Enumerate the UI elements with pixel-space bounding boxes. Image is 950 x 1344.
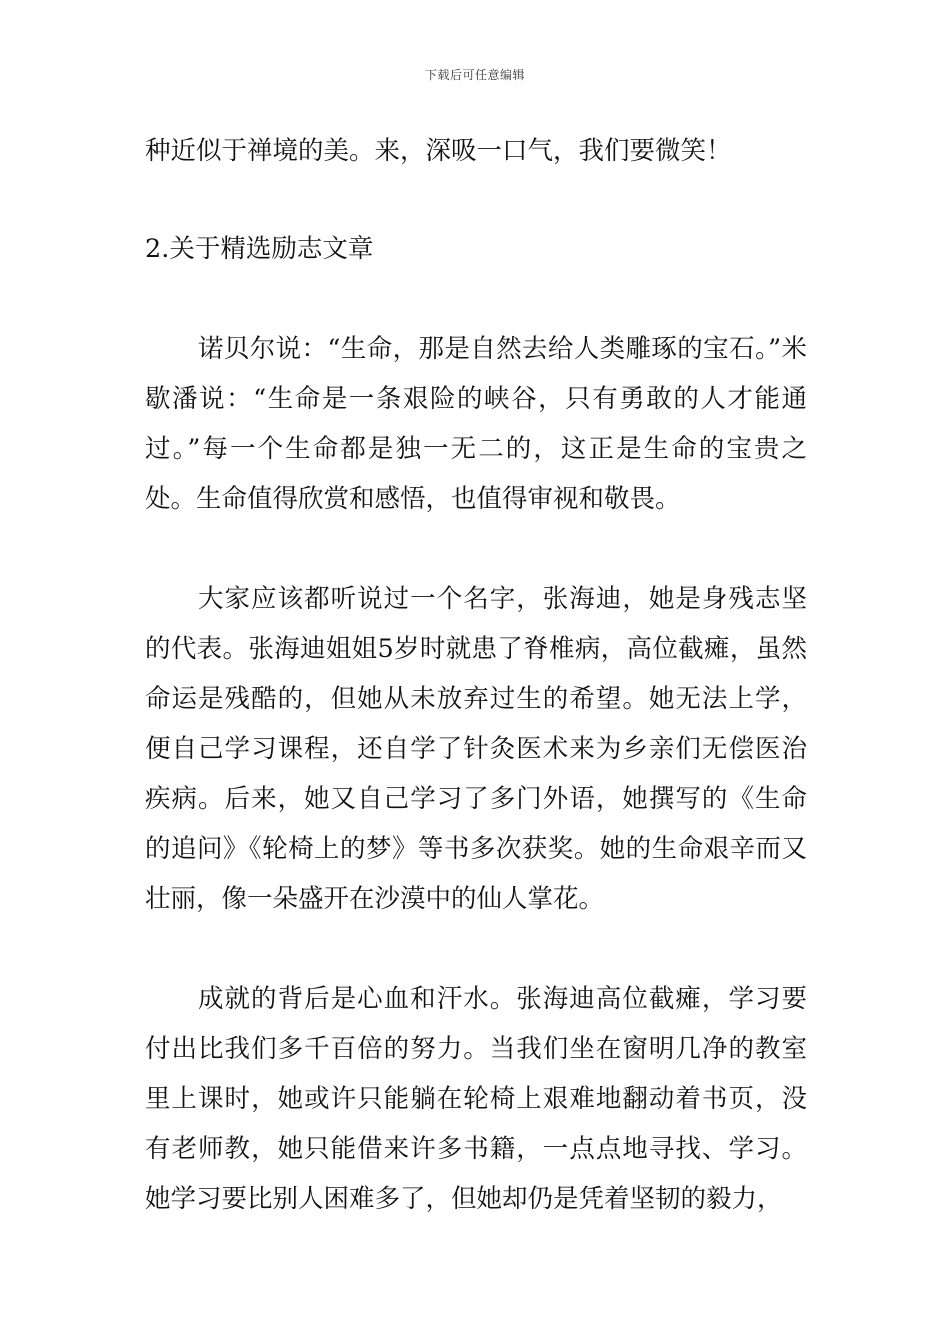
paragraph-2: 大家应该都听说过一个名字，张海迪，她是身残志坚的代表。张海迪姐姐5岁时就患了脊椎病，高位截瘫，虽然命运是残酷的，但她从未放弃过生的希望。她无法上学，便自己学习课程，还自学了针灸医术来为乡亲们无偿医治疾病。后来，她又自己学习了多门外语，她撰写的《生命的追问》《轮椅上的梦》等书多次获奖。她的生命艰辛而又壮丽，像一朵盛开在沙漠中的仙人掌花。 xyxy=(145,584,807,914)
continued-paragraph: 种近似于禅境的美。来，深吸一口气，我们要微笑！ xyxy=(145,136,732,166)
paragraph-3: 成就的背后是心血和汗水。张海迪高位截瘫，学习要付出比我们多千百倍的努力。当我们坐在窗明几净的教室里上课时，她或许只能躺在轮椅上艰难地翻动着书页，没有老师教，她只能借来许多书籍，一点点地寻找、学习。她学习要比别人困难多了，但她却仍是凭着坚韧的毅力， xyxy=(145,984,807,1214)
document-body xyxy=(145,126,807,1224)
paragraph-1: 诺贝尔说：“生命，那是自然去给人类雕琢的宝石。”米歇潘说：“生命是一条艰险的峡谷，只有勇敢的人才能通过。”每一个生命都是独一无二的，这正是生命的宝贵之处。生命值得欣赏和感悟，也值得审视和敬畏。 xyxy=(145,334,807,514)
header-note: 下载后可任意编辑 xyxy=(424,68,525,82)
section-heading: 2.关于精选励志文章 xyxy=(145,234,374,264)
